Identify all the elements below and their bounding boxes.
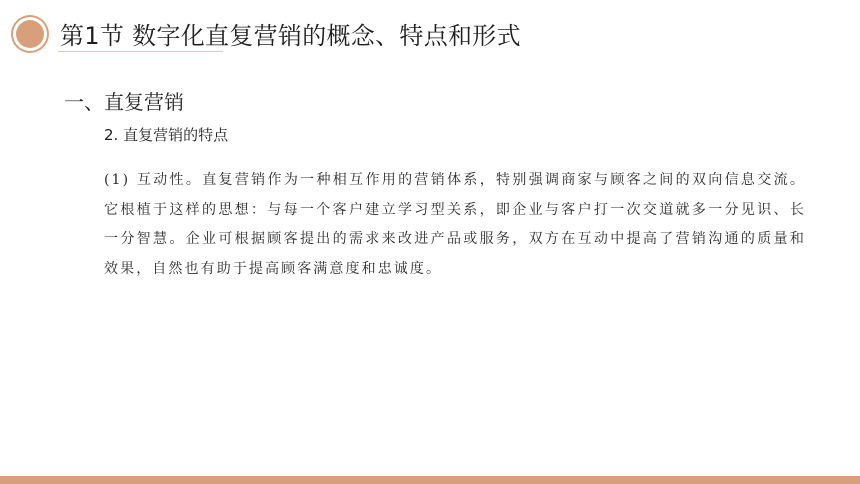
sub-heading: 2. 直复营销的特点 — [104, 126, 229, 144]
title-underline — [58, 51, 223, 52]
section-heading: 一、直复营销 — [64, 90, 184, 114]
body-paragraph: (1) 互动性。直复营销作为一种相互作用的营销体系，特别强调商家与顾客之间的双向信息交流。它根植于这样的思想：与每一个客户建立学习型关系，即企业与客户打一次交道就多一分见识、长一分智慧。企业可根据顾客提出的需求来改进产品或服务，双方在互动中提高了营销沟通的质量和效果，自然也有助于提高顾客满意度和忠诚度。 — [104, 172, 806, 277]
slide-title: 第1节 数字化直复营销的概念、特点和形式 — [60, 22, 521, 50]
bottom-accent-bar — [0, 476, 860, 484]
title-bullet-circle — [16, 20, 44, 48]
